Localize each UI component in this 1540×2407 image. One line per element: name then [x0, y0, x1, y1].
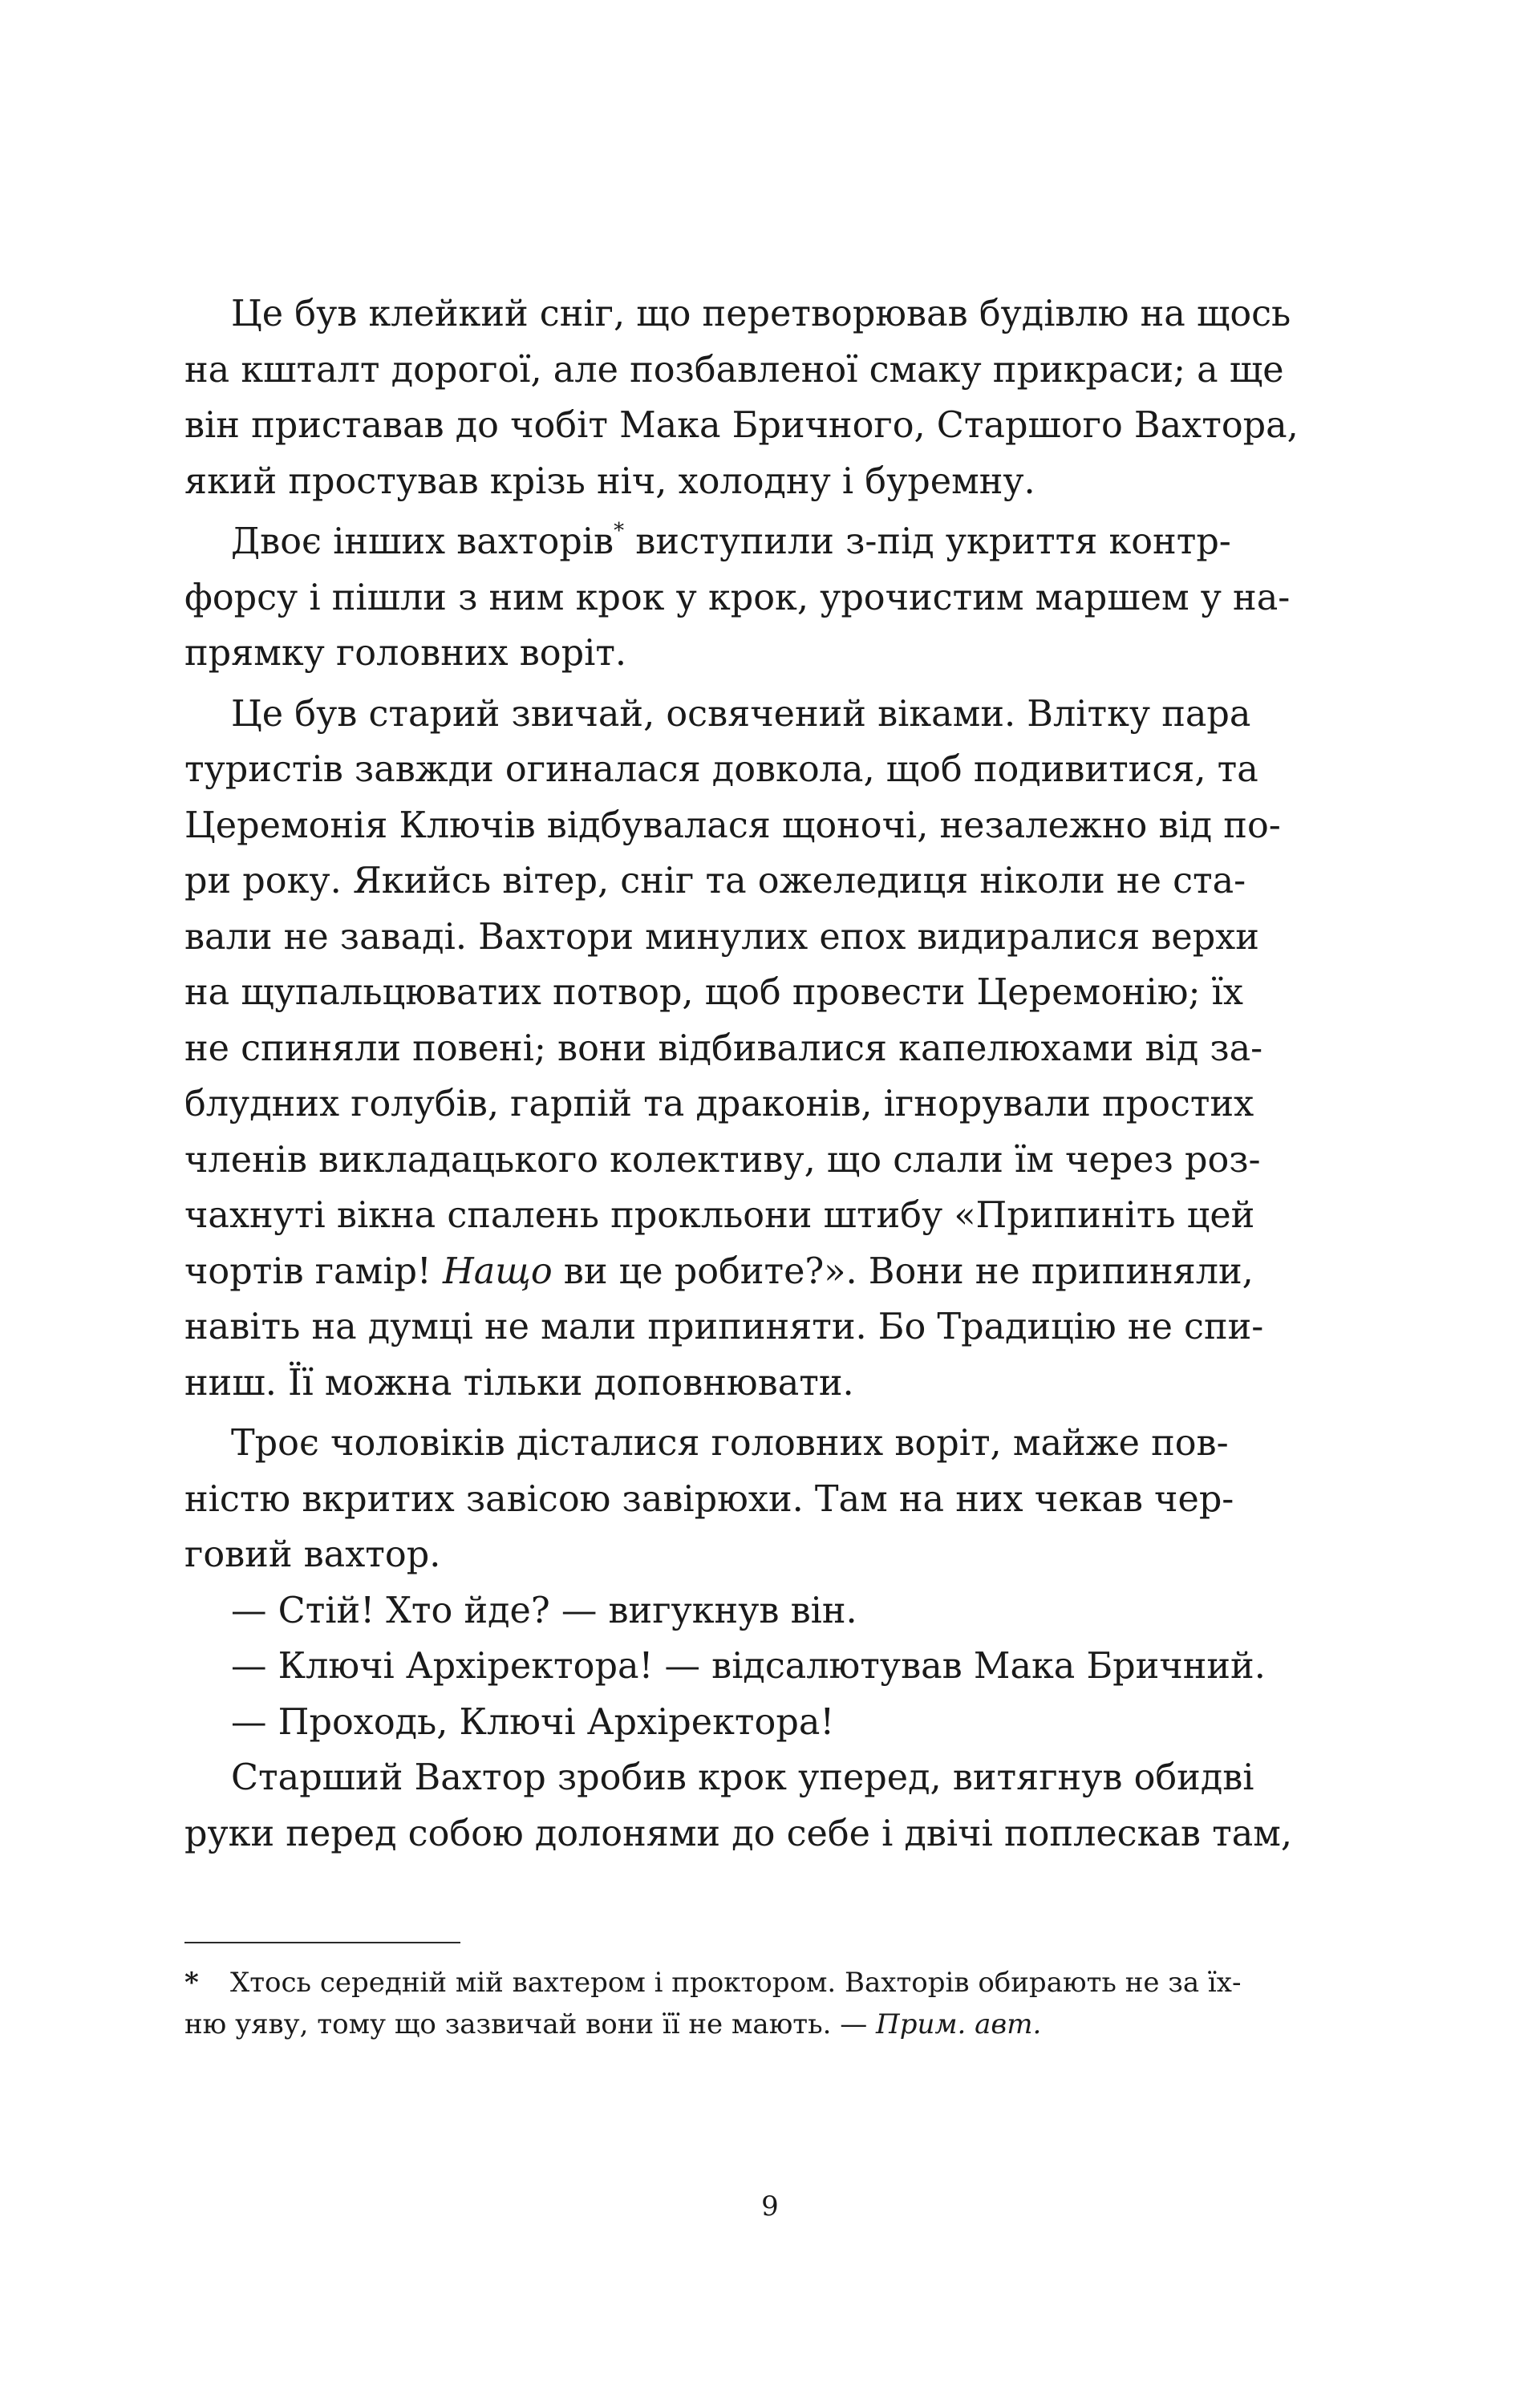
footnote [184, 1962, 1311, 2045]
text-line: Старший Вахтор зробив крок уперед, витягнув обидві [231, 1757, 1254, 1798]
footnote-line: ню уяву, тому що зазвичай вони її не мають. — Прим. авт. [184, 2008, 1042, 2040]
paragraph-3 [184, 687, 1311, 1412]
dialogue [184, 1583, 1311, 1751]
text-line: на кшталт дорогої, але позбавленої смаку прикраси; а ще [184, 349, 1284, 391]
footnote-author-note: Прим. авт. [876, 2008, 1042, 2040]
text-line: який простував крізь ніч, холодну і буремну. [184, 460, 1035, 502]
text-line: говий вахтор. [184, 1534, 441, 1575]
text-line: ністю вкритих завісою завірюхи. Там на них чекав чер- [184, 1478, 1234, 1520]
text-line: туристів завжди огиналася довкола, щоб подивитися, та [184, 749, 1258, 790]
paragraph-1 [184, 286, 1311, 509]
footnote-mark: * [184, 1967, 199, 1999]
footnote-reference: * [614, 519, 625, 543]
text-line: на щупальцюватих потвор, щоб провести Церемонію; їх [184, 972, 1243, 1013]
text-line: Церемонія Ключів відбувалася щоночі, незалежно від по- [184, 804, 1281, 846]
text-line: Це був старий звичай, освячений віками. Влітку пара [231, 693, 1251, 735]
text-line: прямку головних воріт. [184, 633, 627, 674]
text-line: вали не заваді. Вахтори минулих епох видиралися верхи [184, 916, 1259, 958]
text-line: Це був клейкий сніг, що перетворював будівлю на щось [231, 294, 1291, 334]
text-line: форсу і пішли з ним крок у крок, урочистим маршем у на- [184, 577, 1291, 618]
footnote-line: * Хтось середній мій вахтером і проктором. Вахторів обирають не за їх- [184, 1962, 1311, 2004]
text-line: він приставав до чобіт Мака Бричного, Старшого Вахтора, [184, 405, 1299, 446]
main-text [184, 286, 1311, 1862]
text-line: навіть на думці не мали припиняти. Бо Традицію не спи- [184, 1307, 1264, 1347]
text-line: Троє чоловіків дісталися головних воріт, майже пов- [231, 1423, 1229, 1464]
text-line: чортів гамір! Нащо ви це робите?». Вони не припиняли, [184, 1250, 1254, 1292]
italic-word: Нащо [442, 1250, 553, 1292]
text-line: ри року. Якийсь вітер, сніг та ожеледиця ніколи не ста- [184, 861, 1246, 902]
page-number: 9 [761, 2190, 779, 2223]
dialogue-line: — Стій! Хто йде? — вигукнув він. [231, 1590, 857, 1631]
dialogue-line: — Проходь, Ключі Архіректора! [231, 1701, 835, 1743]
footnote-divider [184, 1942, 460, 1943]
dialogue-line: — Ключі Архіректора! — відсалютував Мака Бричний. [231, 1646, 1266, 1687]
text-line: членів викладацького колективу, що слали їм через роз- [184, 1139, 1261, 1181]
text-line: ниш. Її можна тільки доповнювати. [184, 1362, 854, 1404]
paragraph-2 [184, 514, 1311, 682]
paragraph-5 [184, 1750, 1311, 1862]
text-line: не спиняли повені; вони відбивалися капелюхами від за- [184, 1027, 1263, 1069]
text-line: блудних голубів, гарпій та драконів, ігнорували простих [184, 1084, 1254, 1124]
paragraph-4 [184, 1416, 1311, 1583]
text-line: Двоє інших вахторів* виступили з-під укриття контр- [231, 519, 1231, 562]
text-line: чахнуті вікна спалень прокльони штибу «Припиніть цей [184, 1195, 1255, 1236]
text-line: руки перед собою долонями до себе і двічі поплескав там, [184, 1813, 1293, 1854]
